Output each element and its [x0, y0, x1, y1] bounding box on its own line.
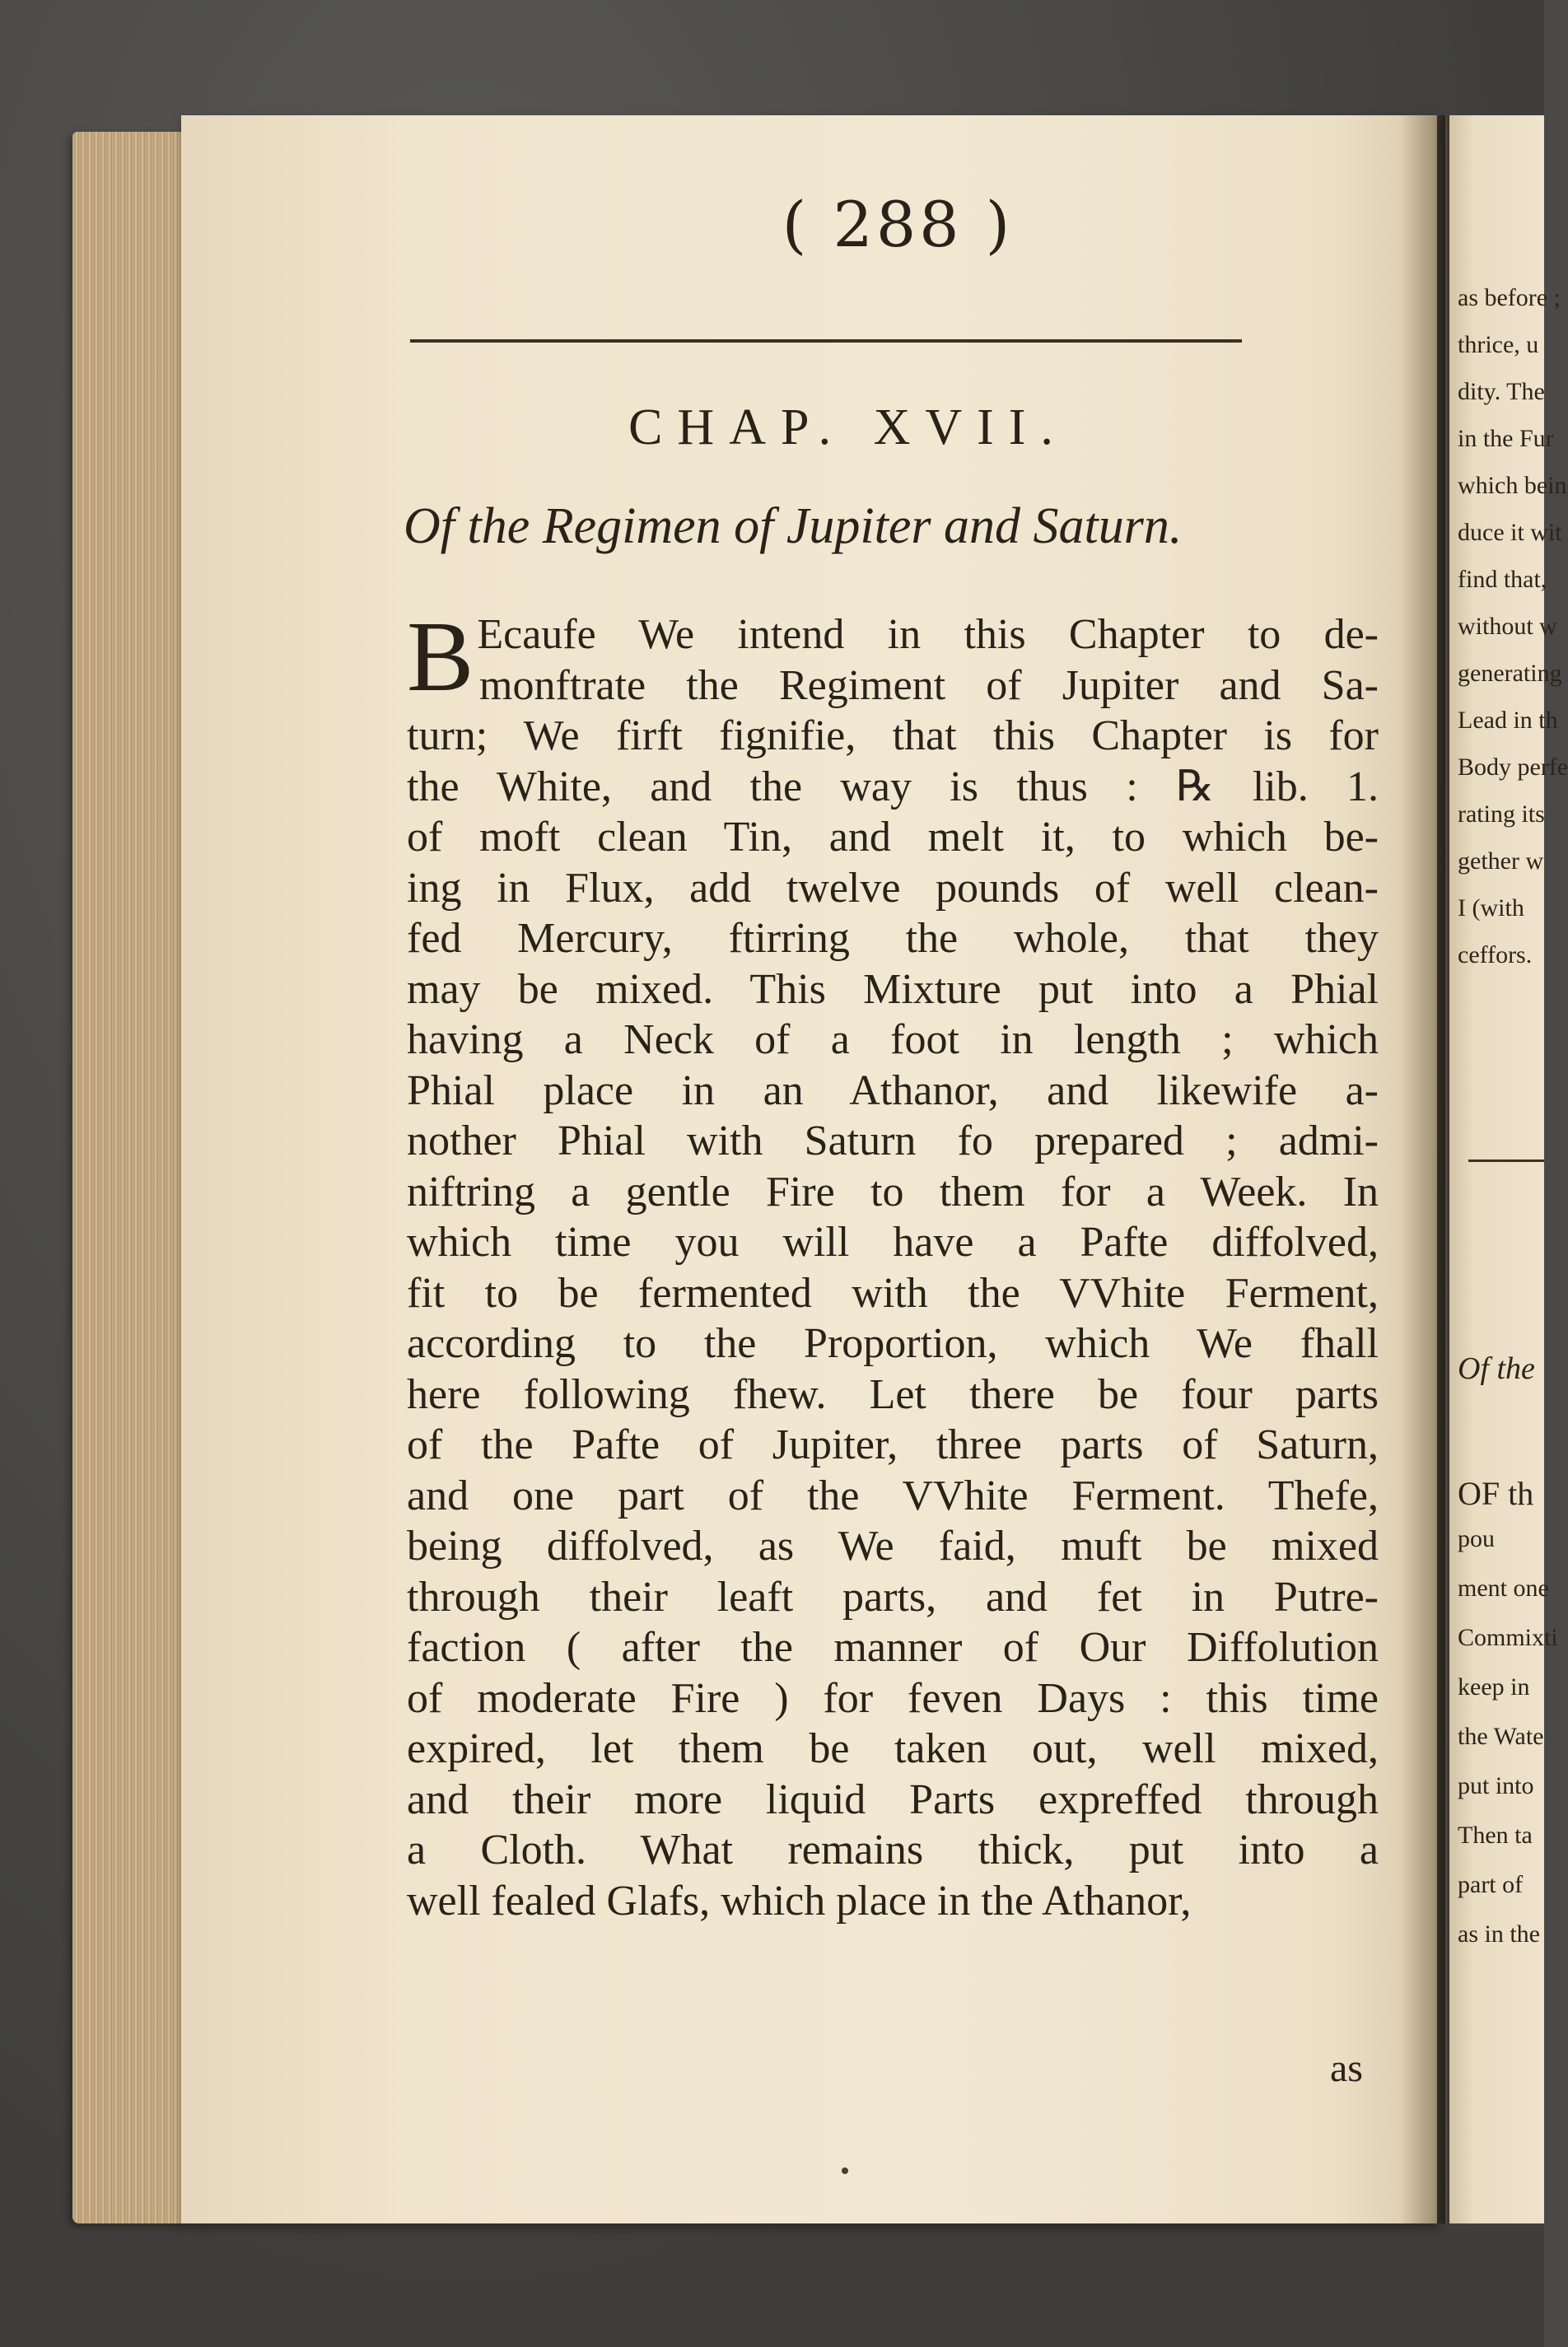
facing-line: find that,: [1458, 566, 1547, 593]
facing-line: thrice, u: [1458, 331, 1539, 358]
text-line: a Cloth. What remains thick, put into a: [407, 1827, 1379, 1873]
text-line: may be mixed. This Mixture put into a Phial: [407, 965, 1379, 1013]
facing-line: as in the: [1458, 1920, 1540, 1948]
book-gutter: [1400, 115, 1449, 2223]
ink-speck: [842, 2167, 848, 2174]
text-line: here following fhew. Let there be four parts: [407, 1370, 1379, 1418]
facing-line: duce it wit: [1458, 519, 1562, 546]
text-line: according to the Proportion, which We fhall: [407, 1320, 1379, 1367]
facing-line: put into: [1458, 1772, 1534, 1799]
facing-line: OF th: [1458, 1475, 1534, 1512]
text-line: having a Neck of a foot in length ; which: [407, 1016, 1379, 1063]
book-page-edge: [72, 132, 188, 2223]
text-line: and one part of the VVhite Ferment. Thefe,: [407, 1472, 1379, 1519]
text-line: Phial place in an Athanor, and likewife a-: [407, 1066, 1379, 1114]
text-line: the White, and the way is thus : ℞ lib. 1.: [407, 763, 1379, 810]
facing-line: Of the: [1458, 1351, 1535, 1386]
text-line: fed Mercury, ftirring the whole, that they: [407, 915, 1379, 962]
facing-line: generating: [1458, 660, 1562, 687]
chapter-heading: CHAP. XVII.: [628, 399, 1068, 455]
facing-line: Lead in th: [1458, 707, 1558, 734]
text-line: monftrate the Regiment of Jupiter and Sa-: [479, 661, 1379, 709]
facing-line: as before ;: [1458, 284, 1561, 311]
facing-line: keep in: [1458, 1673, 1530, 1701]
facing-line: the Wate: [1458, 1723, 1544, 1750]
text-line: Ecaufe We intend in this Chapter to de-: [477, 611, 1379, 658]
text-line: faction ( after the manner of Our Diffolution: [407, 1624, 1379, 1671]
drop-cap: B: [407, 601, 474, 712]
text-line: nother Phial with Saturn fo prepared ; admi-: [407, 1118, 1379, 1164]
text-line: being diffolved, as We faid, muft be mixed: [407, 1523, 1379, 1570]
facing-line: dity. The: [1458, 378, 1545, 405]
chapter-subtitle: Of the Regimen of Jupiter and Saturn.: [404, 498, 1183, 554]
facing-rule: [1468, 1160, 1544, 1162]
text-line: and their more liquid Parts expreffed through: [407, 1775, 1379, 1823]
text-line: expired, let them be taken out, well mixed,: [407, 1725, 1379, 1772]
facing-line: ceffors.: [1458, 941, 1533, 968]
text-line: well fealed Glafs, which place in the Athanor,: [407, 1877, 1192, 1925]
text-line: ing in Flux, add twelve pounds of well clean-: [407, 864, 1379, 912]
text-line: fit to be fermented with the VVhite Ferment,: [407, 1269, 1379, 1317]
facing-line: ment one: [1458, 1575, 1549, 1602]
text-line: of moft clean Tin, and melt it, to which be-: [407, 814, 1379, 861]
facing-line: rating its: [1458, 800, 1545, 828]
catchword: as: [1330, 2046, 1363, 2090]
text-line: which time you will have a Pafte diffolved,: [407, 1219, 1379, 1266]
page-number: ( 288 ): [782, 188, 1014, 261]
facing-line: without w: [1458, 613, 1557, 640]
text-line: niftring a gentle Fire to them for a Week. In: [407, 1168, 1379, 1215]
facing-line: which bein: [1458, 472, 1567, 499]
text-line: of the Pafte of Jupiter, three parts of Saturn,: [407, 1421, 1379, 1468]
facing-line: Body perfe: [1458, 754, 1568, 781]
facing-line: gether w: [1458, 847, 1544, 875]
text-line: through their leaft parts, and fet in Putre-: [407, 1573, 1379, 1621]
facing-line: Commixti: [1458, 1624, 1558, 1651]
facing-line: part of: [1458, 1871, 1524, 1898]
text-line: turn; We firft fignifie, that this Chapter is for: [407, 712, 1379, 759]
facing-line: in the Fur: [1458, 425, 1554, 452]
header-rule: [410, 339, 1242, 343]
facing-line: Then ta: [1458, 1822, 1533, 1849]
body-text: [407, 601, 1379, 1926]
facing-line: I (with: [1458, 894, 1524, 922]
text-line: of moderate Fire ) for feven Days : this time: [407, 1674, 1379, 1722]
facing-line: pou: [1458, 1525, 1495, 1552]
